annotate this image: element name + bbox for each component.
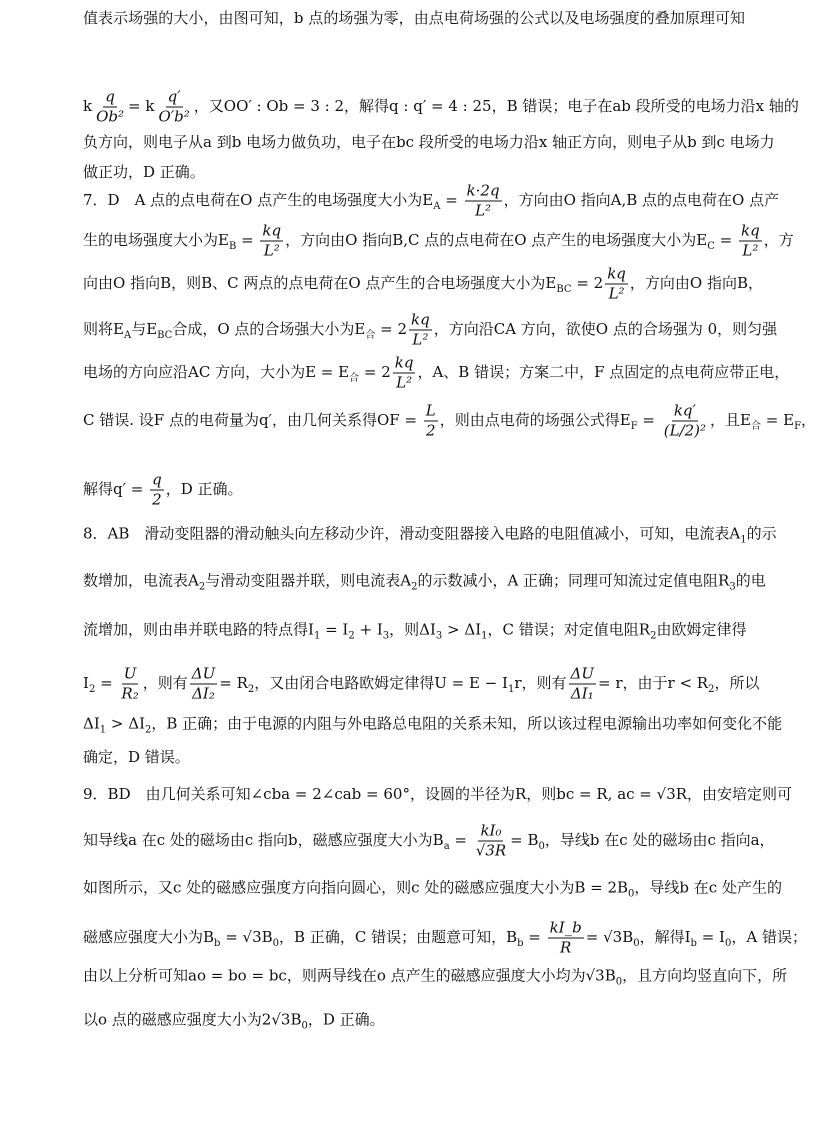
text-run: 值表示场强的大小，由图可知，b 点的场强为零，由点电荷场强的公式以及电场强度的叠加原理可知	[83, 9, 745, 27]
fraction-numerator: kq	[411, 310, 430, 329]
fraction-denominator: L²	[742, 241, 759, 260]
text-run: ，A、B 错误；方案二中，F 点固定的点电荷应带正电，	[417, 363, 790, 381]
text-line	[83, 747, 745, 767]
text-run: ，B 正确；由于电源的内阻与外电路总电阻的关系未知，所以该过程电源输出功率如何变化不能	[151, 714, 783, 733]
fraction-numerator: k·2q	[466, 181, 500, 200]
text-run: = r，由于r < R	[598, 674, 709, 692]
subscript: 2	[198, 581, 206, 593]
text-run: 的示数减小，A 正确；同理可知流过定值电阻R	[417, 571, 730, 590]
subscript: 1	[507, 684, 515, 695]
text-run: = k	[128, 97, 155, 115]
text-run: = B	[510, 831, 539, 849]
text-run: ，则有	[142, 674, 188, 692]
text-run: 电场的方向应沿AC 方向，大小为E = E	[83, 363, 350, 381]
text-run: ，D 正确。	[165, 480, 243, 498]
text-run: > ΔI	[442, 620, 482, 639]
subscript: 2	[708, 684, 715, 695]
fraction-numerator: q	[105, 87, 115, 106]
subscript: 1	[481, 630, 488, 642]
subscript: 0	[615, 976, 623, 988]
fraction-numerator: ΔU	[570, 664, 595, 683]
subscript: 0	[628, 888, 635, 900]
fraction	[119, 665, 140, 704]
subscript: b	[517, 938, 524, 949]
subscript: 2	[145, 724, 152, 736]
text-run: 8．AB 滑动变阻器的滑动触头向左移动少许，滑动变阻器接入电路的电阻值减小，可知，电流表A	[83, 524, 741, 543]
fraction-numerator: kI_b	[549, 918, 582, 937]
text-run: 与滑动变阻器并联，则电流表A	[205, 571, 412, 590]
text-line	[83, 821, 775, 861]
text-run: 数增加，电流表A	[83, 571, 199, 590]
fraction-numerator: kq	[262, 221, 282, 240]
subscript: 0	[633, 938, 640, 949]
text-run: I	[83, 674, 89, 692]
fraction	[190, 665, 217, 704]
subscript: 合	[365, 330, 376, 341]
text-run: ，方向由O 指向B,C 点的点电荷在O 点产生的电场强度大小为E	[285, 231, 708, 249]
text-run: ，B 正确，C 错误；由题意可知，B	[279, 928, 518, 946]
text-run: 的电	[735, 571, 766, 590]
text-run: =	[95, 674, 118, 692]
subscript: F	[794, 421, 802, 432]
fraction-denominator: Ob²	[96, 107, 125, 126]
text-line	[83, 620, 745, 647]
text-run: =	[637, 411, 660, 429]
text-run: ，则由点电荷的场强公式得E	[439, 411, 631, 429]
text-run: 生的电场强度大小为E	[83, 231, 229, 249]
text-run: = 2	[375, 320, 408, 338]
fraction-denominator: O′b²	[158, 107, 190, 126]
subscript: 2	[348, 630, 355, 642]
text-run: + I	[354, 620, 383, 639]
text-run: ，导线b 在c 处产生的	[634, 878, 782, 897]
text-line	[83, 966, 788, 993]
fraction-numerator: kq	[741, 221, 760, 240]
subscript: b	[690, 938, 697, 949]
text-run: ，方向沿CA 方向，欲使O 点的合场强为 0，则匀强	[433, 320, 778, 338]
text-run: k	[83, 97, 93, 115]
subscript: BC	[556, 284, 572, 295]
text-run: r，则有	[514, 674, 567, 692]
fraction-numerator: q′	[167, 87, 181, 106]
fraction-denominator: L²	[263, 241, 280, 260]
fraction-denominator: 2	[152, 490, 162, 509]
text-run: 做正功，D 正确。	[83, 163, 205, 181]
text-run: ，方向由O 指向B，	[629, 274, 764, 292]
text-run: = 2	[359, 363, 391, 381]
fraction-denominator: R₂	[121, 684, 139, 703]
subscript: 2	[88, 684, 96, 695]
text-run: ，方	[763, 231, 794, 249]
fraction-denominator: L²	[608, 284, 625, 303]
text-line	[83, 132, 775, 152]
fraction	[548, 919, 584, 958]
fraction-denominator: √3R	[475, 841, 507, 860]
text-run: 负方向，则电子从a 到b 电场力做负功，电子在bc 段所受的电场力沿x 轴正方向，则电子从b 到c 电场力	[83, 133, 775, 151]
text-run: 9．BD 由几何关系可知∠cba = 2∠cab = 60°，设圆的半径为R，则bc = R, ac = √3R，由安培定则可	[83, 785, 793, 803]
text-run: ，又OO′ : Ob = 3 : 2，解得q : q′ = 4 : 25，B 错误；电子在ab 段所受的电场力沿x 轴的	[193, 97, 799, 115]
text-line	[83, 353, 790, 393]
fraction	[662, 402, 708, 441]
fraction-numerator: kq	[607, 264, 626, 283]
text-run: 磁感应强度大小为B	[83, 928, 215, 946]
text-line	[83, 571, 766, 598]
text-line	[83, 1010, 745, 1037]
text-run: 解得q′ =	[83, 480, 149, 498]
text-run: ，且E	[710, 411, 751, 429]
subscript: 2	[650, 630, 657, 642]
text-run: 知导线a 在c 处的磁场由c 指向b，磁感应强度大小为B	[83, 831, 444, 849]
text-run: = E	[761, 411, 795, 429]
text-run: 7．D A 点的点电荷在O 点产生的电场强度大小为E	[83, 191, 434, 209]
text-line	[83, 221, 794, 261]
text-run: 合成，O 点的合场强大小为E	[172, 320, 366, 338]
subscript: 2	[411, 581, 418, 593]
subscript: 0	[272, 938, 280, 949]
text-run: 的示	[746, 524, 777, 543]
fraction-numerator: ΔU	[191, 664, 216, 683]
subscript: B	[228, 241, 237, 252]
fraction-denominator: L²	[475, 201, 492, 220]
fraction	[94, 88, 126, 127]
text-line	[83, 878, 782, 905]
fraction-numerator: kI₀	[480, 821, 502, 840]
fraction-denominator: R	[560, 938, 572, 957]
fraction	[474, 822, 508, 861]
text-line	[83, 181, 780, 221]
text-run: 由以上分析可知ao = bo = bc，则两导线在o 点产生的磁感应强度大小均为√3B	[83, 966, 616, 985]
text-run: =	[440, 191, 463, 209]
subscript: a	[443, 841, 450, 852]
fraction-numerator: L	[425, 401, 436, 420]
subscript: 合	[751, 421, 761, 432]
subscript: 3	[729, 581, 736, 593]
text-run: > ΔI	[106, 714, 146, 733]
text-run: ，则ΔI	[389, 620, 436, 639]
text-run: 以o 点的磁感应强度大小为2√3B	[83, 1010, 302, 1029]
text-run: 与E	[131, 320, 158, 338]
text-run: =	[714, 231, 738, 249]
subscript: 1	[313, 630, 321, 642]
fraction-denominator: ΔI₁	[570, 684, 594, 703]
text-run: =	[236, 231, 259, 249]
fraction-numerator: U	[123, 664, 137, 683]
text-run: = √3B	[220, 928, 273, 946]
text-line	[83, 264, 764, 304]
subscript: 2	[247, 684, 255, 695]
fraction-denominator: 2	[425, 421, 436, 440]
subscript: 0	[301, 1020, 308, 1032]
text-line	[83, 664, 760, 704]
text-run: = √3B	[585, 928, 634, 946]
text-line	[83, 310, 778, 350]
text-run: ΔI	[83, 714, 100, 733]
fraction	[150, 471, 164, 510]
text-run: ，D 正确。	[307, 1010, 385, 1029]
fraction-numerator: kq′	[673, 401, 696, 420]
fraction	[156, 88, 191, 127]
text-run: ，且方向均竖直向下，所	[622, 966, 788, 985]
text-line	[83, 162, 745, 182]
subscript: 合	[349, 373, 360, 384]
text-run: =	[449, 831, 472, 849]
fraction	[409, 311, 432, 350]
text-run: 确定，D 错误。	[83, 748, 190, 766]
fraction-denominator: ΔI₂	[192, 684, 215, 703]
text-run: ，C 错误；对定值电阻R	[487, 620, 651, 639]
subscript: A	[433, 201, 441, 212]
text-line	[83, 401, 816, 441]
fraction	[605, 265, 628, 304]
text-line	[83, 471, 745, 510]
text-run: ，所以	[714, 674, 760, 692]
fraction-numerator: q	[152, 470, 162, 489]
fraction-denominator: (L/2)²	[663, 421, 707, 440]
subscript: 1	[99, 724, 107, 736]
text-run: ，解得I	[639, 928, 691, 946]
fraction-numerator: kq	[394, 353, 414, 372]
text-run: 向由O 指向B，则B、C 两点的点电荷在O 点产生的合电场强度大小为E	[83, 274, 557, 292]
fraction	[739, 222, 762, 261]
text-run: 如图所示，又c 处的磁感应强度方向指向圆心，则c 处的磁感应强度大小为B = 2B	[83, 878, 629, 897]
text-line	[83, 784, 793, 804]
text-run: ，方向由O 指向A,B 点的点电荷在O 点产	[503, 191, 780, 209]
subscript: A	[123, 330, 132, 341]
text-run: = I	[696, 928, 725, 946]
fraction	[393, 354, 416, 393]
fraction-denominator: L²	[412, 330, 429, 349]
text-line	[83, 714, 783, 741]
text-run: 则将E	[83, 320, 124, 338]
fraction-denominator: L²	[396, 373, 413, 392]
fraction	[569, 665, 596, 704]
text-run: 流增加，则由串并联电路的特点得I	[83, 620, 314, 639]
text-run: = 2	[571, 274, 604, 292]
subscript: 1	[740, 534, 747, 546]
subscript: C	[707, 241, 715, 252]
fraction	[260, 222, 283, 261]
subscript: BC	[157, 330, 173, 341]
text-line	[83, 524, 777, 551]
text-line	[83, 8, 745, 28]
text-run: C 错误. 设F 点的电荷量为q′，由几何关系得OF =	[83, 411, 422, 429]
text-run: ，A 错误；	[731, 928, 807, 946]
text-line	[83, 918, 807, 958]
subscript: F	[630, 421, 638, 432]
text-run: 由欧姆定律得	[656, 620, 747, 639]
subscript: 0	[538, 841, 545, 852]
text-run: ，导线b 在c 处的磁场由c 指向a，	[544, 831, 775, 849]
text-run: = R	[219, 674, 248, 692]
subscript: b	[214, 938, 221, 949]
subscript: 3	[382, 630, 390, 642]
fraction	[424, 402, 438, 441]
subscript: 3	[435, 630, 443, 642]
fraction	[465, 182, 502, 221]
text-run: =	[523, 928, 546, 946]
text-line	[83, 87, 799, 127]
text-run: = I	[320, 620, 349, 639]
text-run: ，又由闭合电路欧姆定律得U = E − I	[254, 674, 508, 692]
subscript: 0	[724, 938, 732, 949]
text-run: ，	[801, 411, 816, 429]
